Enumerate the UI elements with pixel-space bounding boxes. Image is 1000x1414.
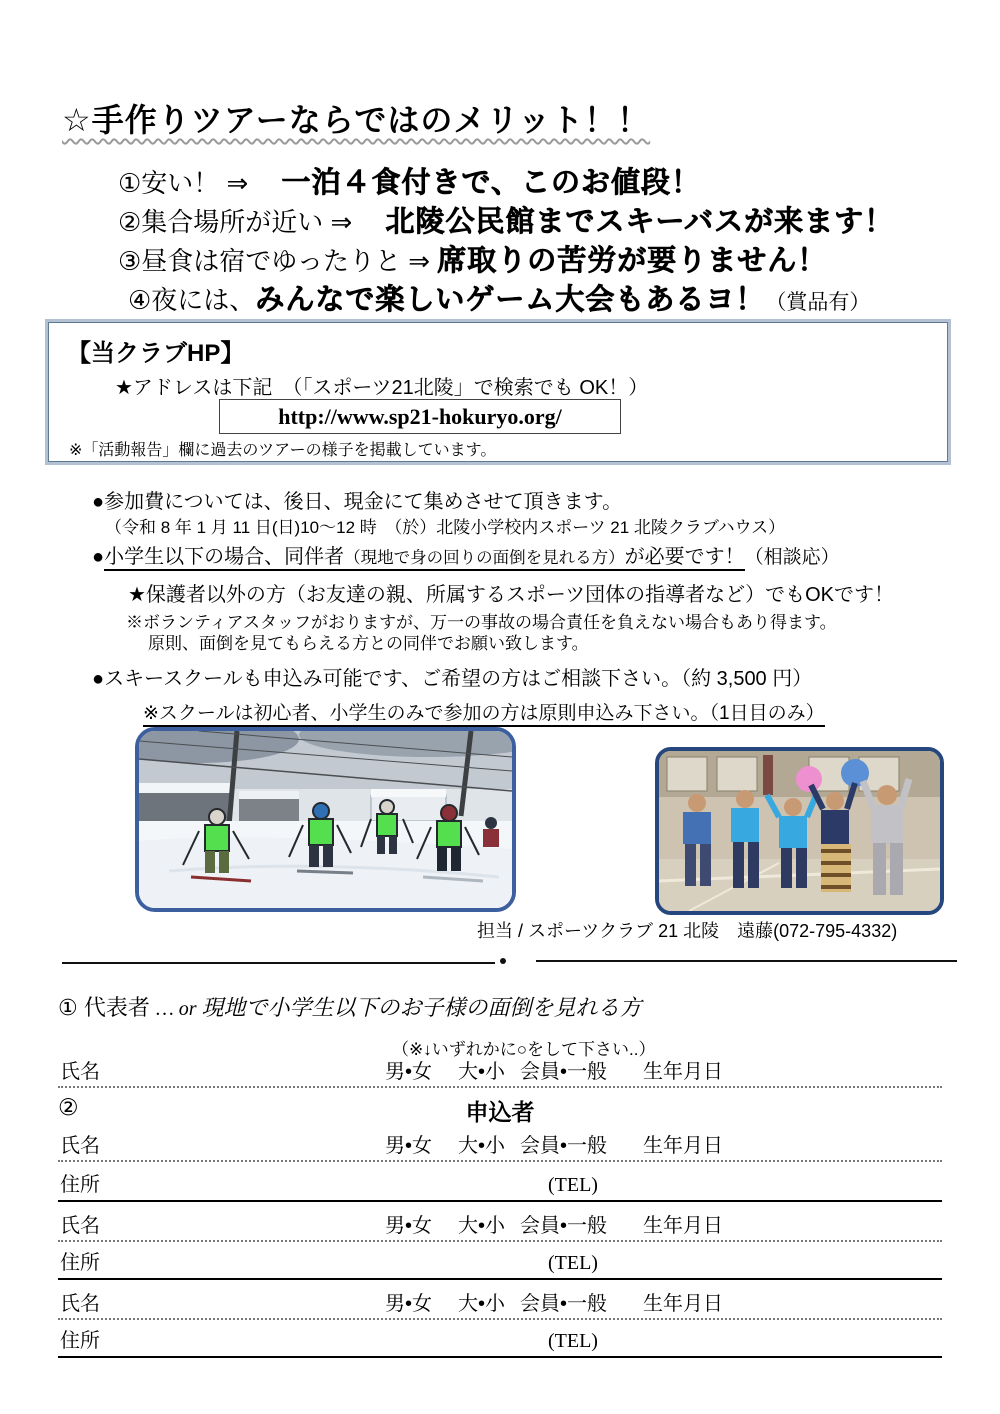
representative-heading: ① 代表者 … or 現地で小学生以下のお子様の面倒を見れる方 <box>58 995 642 1020</box>
merit-item-2 <box>118 199 894 240</box>
gender-options[interactable]: 男•女 <box>385 1135 433 1157</box>
companion-suffix: （相談応） <box>744 547 840 568</box>
member-options[interactable]: 会員•一般 <box>520 1215 608 1237</box>
ski-scene-illustration <box>139 731 512 908</box>
birthdate-label: 生年月日 <box>643 1135 723 1157</box>
name-label: 氏名 <box>60 1061 100 1083</box>
merit-suffix: （賞品有） <box>765 291 871 314</box>
gender-options[interactable]: 男•女 <box>385 1061 433 1083</box>
adult-child-options[interactable]: 大•小 <box>458 1135 506 1157</box>
tel-label: (TEL) <box>548 1330 598 1352</box>
merit-prefix: ②集合場所が近い ⇒ <box>118 207 386 237</box>
birthdate-label: 生年月日 <box>643 1293 723 1315</box>
tel-label: (TEL) <box>548 1252 598 1274</box>
adult-child-options[interactable]: 大•小 <box>458 1293 506 1315</box>
club-hp-url-box <box>219 399 621 434</box>
name-row[interactable] <box>58 1132 942 1162</box>
companion-line <box>92 540 840 569</box>
name-label: 氏名 <box>60 1293 100 1315</box>
club-hp-note: ※「活動報告」欄に過去のツアーの様子を掲載しています。 <box>69 442 497 459</box>
address-label: 住所 <box>60 1330 100 1352</box>
address-row[interactable] <box>58 1248 942 1280</box>
applicant-title: 申込者 <box>465 1099 535 1125</box>
gender-options[interactable]: 男•女 <box>385 1293 433 1315</box>
address-row[interactable] <box>58 1170 942 1202</box>
address-row[interactable] <box>58 1326 942 1358</box>
tel-label: (TEL) <box>548 1174 598 1196</box>
address-label: 住所 <box>60 1252 100 1274</box>
indoor-game-photo <box>655 747 944 915</box>
member-options[interactable]: 会員•一般 <box>520 1293 608 1315</box>
club-hp-box <box>48 322 948 462</box>
name-row[interactable] <box>58 1290 942 1320</box>
merit-prefix: ①安い！ ⇒ <box>118 168 282 198</box>
merit-bold: 席取りの苦労が要りません！ <box>437 245 828 277</box>
birthdate-label: 生年月日 <box>643 1061 723 1083</box>
name-row[interactable] <box>58 1058 942 1088</box>
ski-school-line: ●スキースクールも申込み可能です、ご希望の方はご相談下さい。（約 3,500 円） <box>92 668 813 690</box>
merit-bold: 北陵公民館までスキーバスが来ます！ <box>385 206 895 238</box>
merit-item-4 <box>128 277 870 318</box>
separator-line-left <box>62 962 495 964</box>
merit-bold: 一泊４食付きで、このお値段！ <box>281 167 701 199</box>
fee-line: ●参加費については、後日、現金にて集めさせて頂きます。 <box>92 491 623 513</box>
page-title: ☆手作りツアーならではのメリット！！ <box>62 102 651 138</box>
name-row[interactable] <box>58 1212 942 1242</box>
adult-child-options[interactable]: 大•小 <box>458 1061 506 1083</box>
indoor-scene-illustration <box>659 751 940 911</box>
companion-underlined: 小学生以下の場合、同伴者（現地で身の回りの面倒を見れる方）が必要です！ <box>104 546 745 571</box>
birthdate-label: 生年月日 <box>643 1215 723 1237</box>
name-label: 氏名 <box>60 1215 100 1237</box>
gender-options[interactable]: 男•女 <box>385 1215 433 1237</box>
companion-bullet: ● <box>92 546 105 568</box>
circle-instruction: （※↓いずれかに○をして下さい..） <box>392 1040 656 1059</box>
contact-line: 担当 / スポーツクラブ 21 北陵 遠藤(072-795-4332) <box>477 921 898 941</box>
ski-school-note: ※スクールは初心者、小学生のみで参加の方は原則申込み下さい。（1日目のみ） <box>143 698 825 725</box>
ski-lesson-photo <box>135 727 516 912</box>
applicant-number: ② <box>58 1094 79 1120</box>
merit-prefix: ④夜には、 <box>128 285 256 315</box>
separator-dot <box>500 958 506 964</box>
fee-detail-line: （令和 8 年 1 月 11 日(日)10～12 時 （於）北陵小学校内スポーツ 21 北陵クラブハウス） <box>105 518 786 537</box>
club-hp-url: http://www.sp21-hokuryo.org/ <box>278 403 562 429</box>
merit-item-3 <box>118 238 827 279</box>
guardian-line: ★保護者以外の方（お友達の親、所属するスポーツ団体の指導者など）でもOKです！ <box>128 584 895 606</box>
merit-prefix: ③昼食は宿でゆったりと ⇒ <box>118 246 438 276</box>
adult-child-options[interactable]: 大•小 <box>458 1215 506 1237</box>
volunteer-note-1: ※ボランティアスタッフがおりますが、万一の事故の場合責任を負えない場合もあり得ます。 <box>126 613 837 632</box>
merit-bold: みんなで楽しいゲーム大会もあるヨ！ <box>255 284 766 316</box>
club-hp-heading: 【当クラブHP】 <box>67 340 245 367</box>
name-label: 氏名 <box>60 1135 100 1157</box>
club-hp-address-line: ★アドレスは下記 （「スポーツ21北陵」で検索でも OK！） <box>115 377 649 399</box>
member-options[interactable]: 会員•一般 <box>520 1061 608 1083</box>
merit-item-1 <box>118 160 701 201</box>
separator-line-right <box>536 960 957 962</box>
address-label: 住所 <box>60 1174 100 1196</box>
member-options[interactable]: 会員•一般 <box>520 1135 608 1157</box>
volunteer-note-2: 原則、面倒を見てもらえる方との同伴でお願い致します。 <box>148 634 589 653</box>
